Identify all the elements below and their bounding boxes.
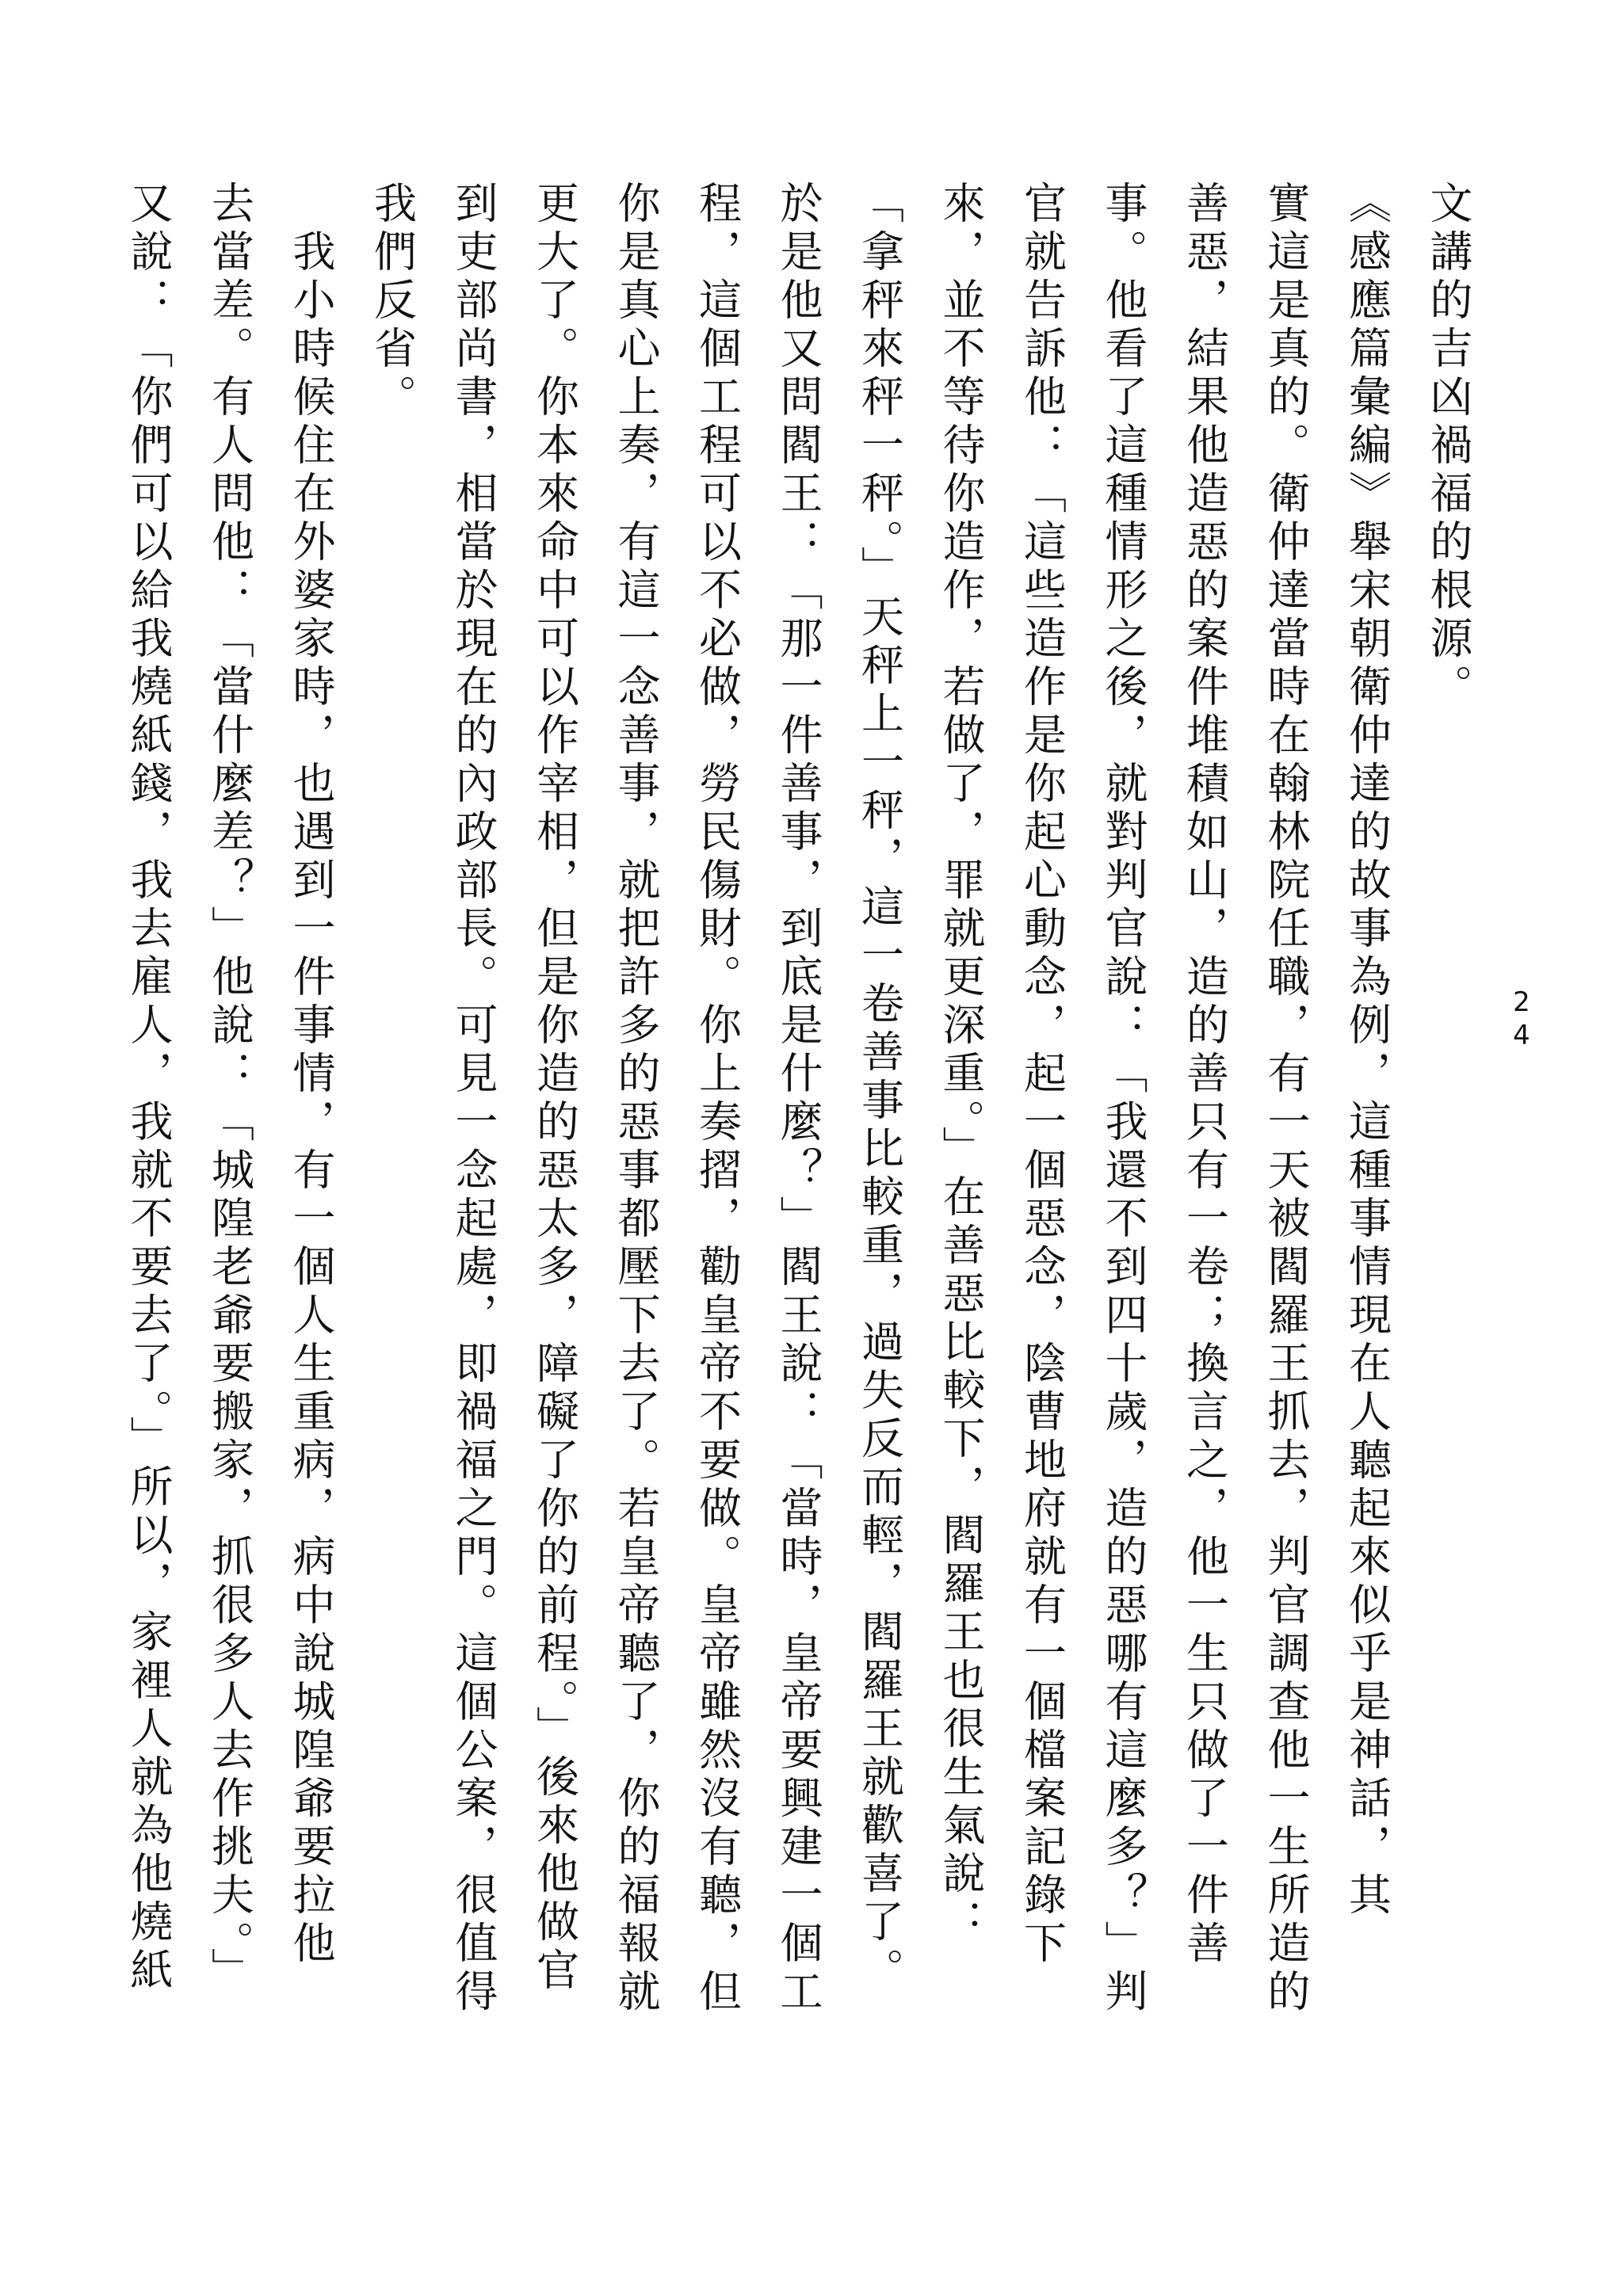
page-number: 24: [1506, 986, 1537, 1053]
text-line: 更大了。你本來命中可以作宰相，但是你造的惡太多，障礙了你的前程。」後來他做官: [529, 181, 580, 1996]
text-line: 官就告訴他：「這些造作是你起心動念，起一個惡念，陰曹地府就有一個檔案記錄下: [1017, 181, 1067, 1969]
text-line: 你是真心上奏，有這一念善事，就把許多的惡事都壓下去了。若皇帝聽了，你的福報就: [611, 181, 661, 2017]
text-line: 來，並不等待你造作，若做了，罪就更深重。」在善惡比較下，閻羅王也很生氣說：: [936, 181, 986, 1947]
text-line: 我小時候住在外婆家時，也遇到一件事情，有一個人生重病，病中說城隍爺要拉他: [286, 181, 336, 1969]
body-text: [108, 181, 1489, 2241]
text-line: 文講的吉凶禍福的根源。: [1423, 181, 1473, 712]
text-line: 於是他又問閻王：「那一件善事，到底是什麼？」閻王說：「當時，皇帝要興建一個工: [773, 181, 823, 2017]
text-line: 實這是真的。衛仲達當時在翰林院任職，有一天被閻羅王抓去，判官調查他一生所造的: [1261, 181, 1311, 2017]
text-line: 又說：「你們可以給我燒紙錢，我去雇人，我就不要去了。」所以，家裡人就為他燒紙: [124, 181, 174, 1996]
text-line: 事。他看了這種情形之後，就對判官說：「我還不到四十歲，造的惡哪有這麼多？」判: [1098, 181, 1148, 2017]
text-line: 我們反省。: [367, 181, 418, 422]
text-line: 去當差。有人問他：「當什麼差？」他說：「城隍老爺要搬家，抓很多人去作挑夫。」: [204, 181, 255, 1996]
text-line: 程，這個工程可以不必做，勞民傷財。你上奏摺，勸皇帝不要做。皇帝雖然沒有聽，但: [692, 181, 743, 2017]
text-line: 善惡，結果他造惡的案件堆積如山，造的善只有一卷；換言之，他一生只做了一件善: [1179, 181, 1230, 1969]
text-line: 到吏部尚書，相當於現在的內政部長。可見一念起處，即禍福之門。這個公案，很值得: [449, 181, 498, 2017]
text-line: 《感應篇彙編》舉宋朝衛仲達的故事為例，這種事情現在人聽起來似乎是神話，其: [1342, 181, 1392, 1920]
text-line: 「拿秤來秤一秤。」天秤上一秤，這一卷善事比較重，過失反而輕，閻羅王就歡喜了。: [854, 181, 905, 1996]
